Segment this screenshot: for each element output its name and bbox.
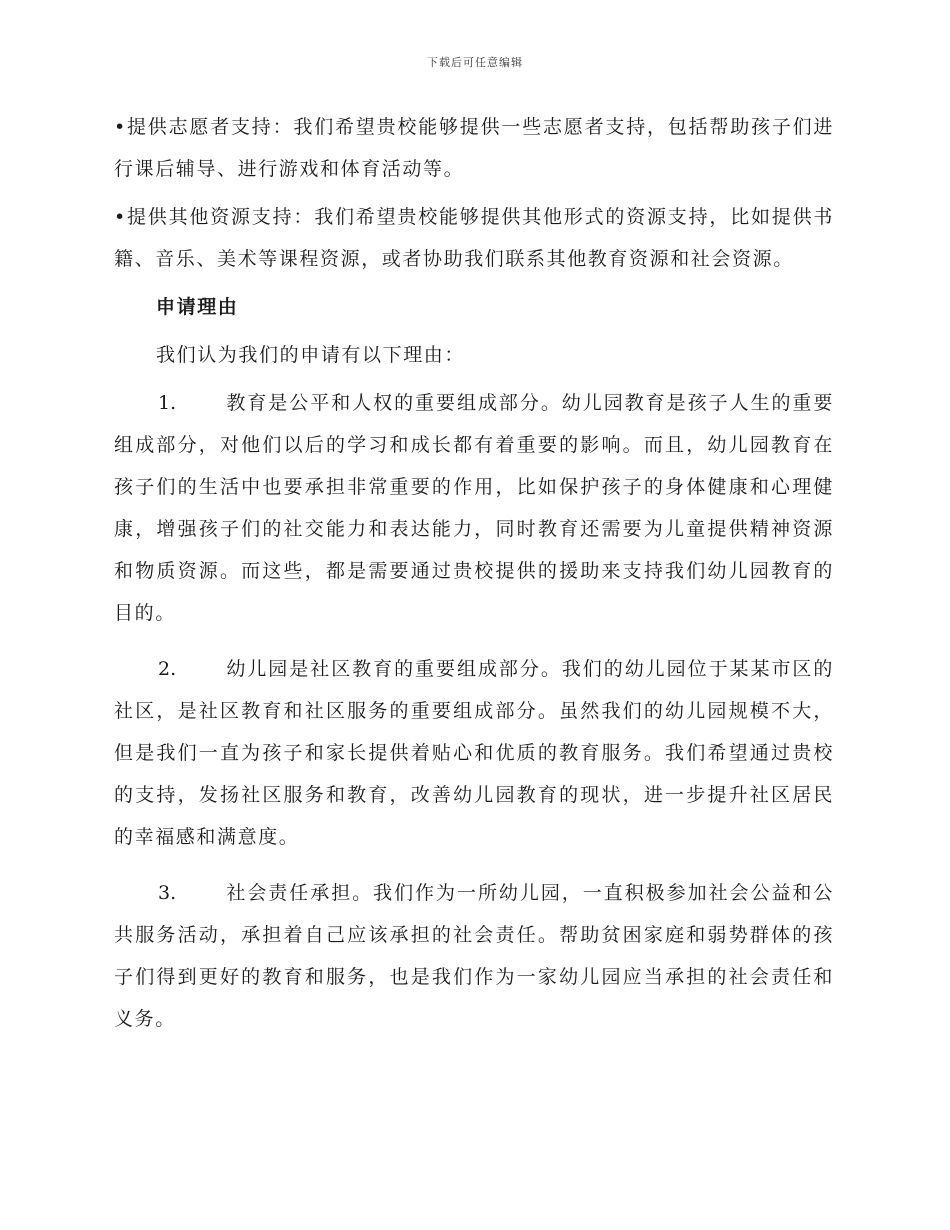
- reason-text: 社会责任承担。我们作为一所幼儿园，一直积极参加社会公益和公共服务活动，承担着自己应该承担的社会责任。帮助贫困家庭和弱势群体的孩子们得到更好的教育和服务，也是我们作为一家幼儿园应当承担的社会责任和义务。: [114, 882, 834, 1030]
- bullet-volunteer-support: •提供志愿者支持：我们希望贵校能够提供一些志愿者支持，包括帮助孩子们进行课后辅导、进行游戏和体育活动等。: [114, 116, 834, 180]
- page-header: 下载后可任意编辑: [427, 56, 523, 69]
- document-body: [114, 106, 834, 1040]
- bullet-other-resources: •提供其他资源支持：我们希望贵校能够提供其他形式的资源支持，比如提供书籍、音乐、美术等课程资源，或者协助我们联系其他教育资源和社会资源。: [114, 206, 834, 270]
- reason-item-1: [114, 382, 834, 634]
- reason-number: 2.: [158, 658, 177, 680]
- reason-item-3: [114, 872, 834, 1040]
- reason-text: 教育是公平和人权的重要组成部分。幼儿园教育是孩子人生的重要组成部分，对他们以后的学习和成长都有着重要的影响。而且，幼儿园教育在孩子们的生活中也要承担非常重要的作用，比如保护孩子的身体健康和心理健康，增强孩子们的社交能力和表达能力，同时教育还需要为儿童提供精神资源和物质资源。而这些，都是需要通过贵校提供的援助来支持我们幼儿园教育的目的。: [114, 392, 834, 624]
- section-intro: 我们认为我们的申请有以下理由：: [156, 344, 466, 366]
- reason-number: 3.: [158, 882, 177, 904]
- reason-text: 幼儿园是社区教育的重要组成部分。我们的幼儿园位于某某市区的社区，是社区教育和社区服务的重要组成部分。虽然我们的幼儿园规模不大，但是我们一直为孩子和家长提供着贴心和优质的教育服务。我们希望通过贵校的支持，发扬社区服务和教育，改善幼儿园教育的现状，进一步提升社区居民的幸福感和满意度。: [114, 658, 834, 848]
- section-heading: 申请理由: [156, 296, 239, 318]
- reason-item-2: [114, 648, 834, 858]
- reason-number: 1.: [158, 392, 177, 414]
